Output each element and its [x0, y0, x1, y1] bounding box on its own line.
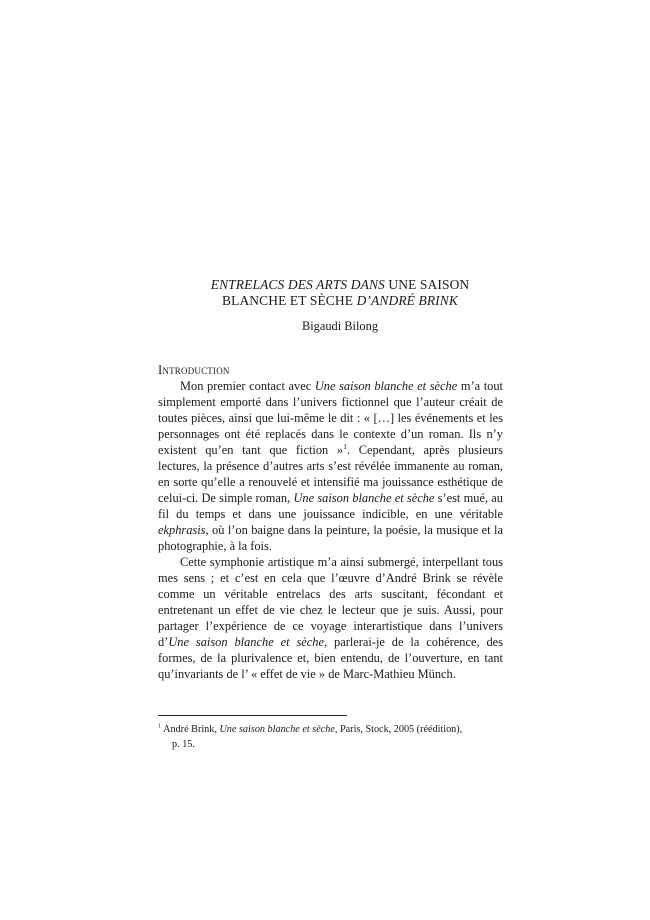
title-line-2: BLANCHE ET SÈCHE D’ANDRÉ BRINK: [222, 293, 458, 308]
paragraph: Mon premier contact avec Une saison blanche et sèche m’a tout simplement emporté dans l’univers fictionnel que l’auteur créait de toutes pièces, ainsi que lui-même le dit : « […] les événements et les personnages ont été replacés dans le contexte d’un roman. Ils n’y existent qu’en tant que fiction »$^1$. Cependant, après plusieurs lectures, la présence d’autres arts s’est révélée immanente au roman, en sorte qu’elle a renouvelé et intensifié ma jouissance esthétique de celui-ci. De simple roman, Une saison blanche et sèche s’est mué, au fil du temps et dans une jouissance indicible, en une véritable ekphrasis, où l’on baigne dans la peinture, la poésie, la musique et la photographie, à la fois.: [158, 379, 504, 553]
title-line-1: ENTRELACS DES ARTS DANS UNE SAISON: [210, 277, 470, 292]
article-content: [158, 277, 503, 682]
paragraph: Cette symphonie artistique m’a ainsi submergé, interpellant tous mes sens ; et c’est en cela que l’œuvre d’André Brink se révèle comme un véritable entrelacs des arts suscitant, fécondant et entretenant un effet de vie chez le lecteur que je suis. Aussi, pour partager l’expérience de ce voyage interartistique dans l’univers d’Une saison blanche et sèche, parlerai-je de la cohérence, des formes, de la plurivalence et, bien entendu, de l’ouverture, en tant qu’invariants de l’ « effet de vie » de Marc-Mathieu Münch.: [158, 555, 504, 681]
article-title: [177, 277, 503, 309]
footnote-separator: [158, 715, 347, 716]
title-block: [177, 277, 503, 334]
footnote-area: [158, 715, 503, 752]
section-heading-introduction: Introduction: [158, 363, 230, 377]
author-name: Bigaudi Bilong: [301, 319, 379, 333]
footnote-text: $^1$ André Brink, Une saison blanche et sèche, Paris, Stock, 2005 (réédition), p. 15.: [158, 722, 463, 751]
